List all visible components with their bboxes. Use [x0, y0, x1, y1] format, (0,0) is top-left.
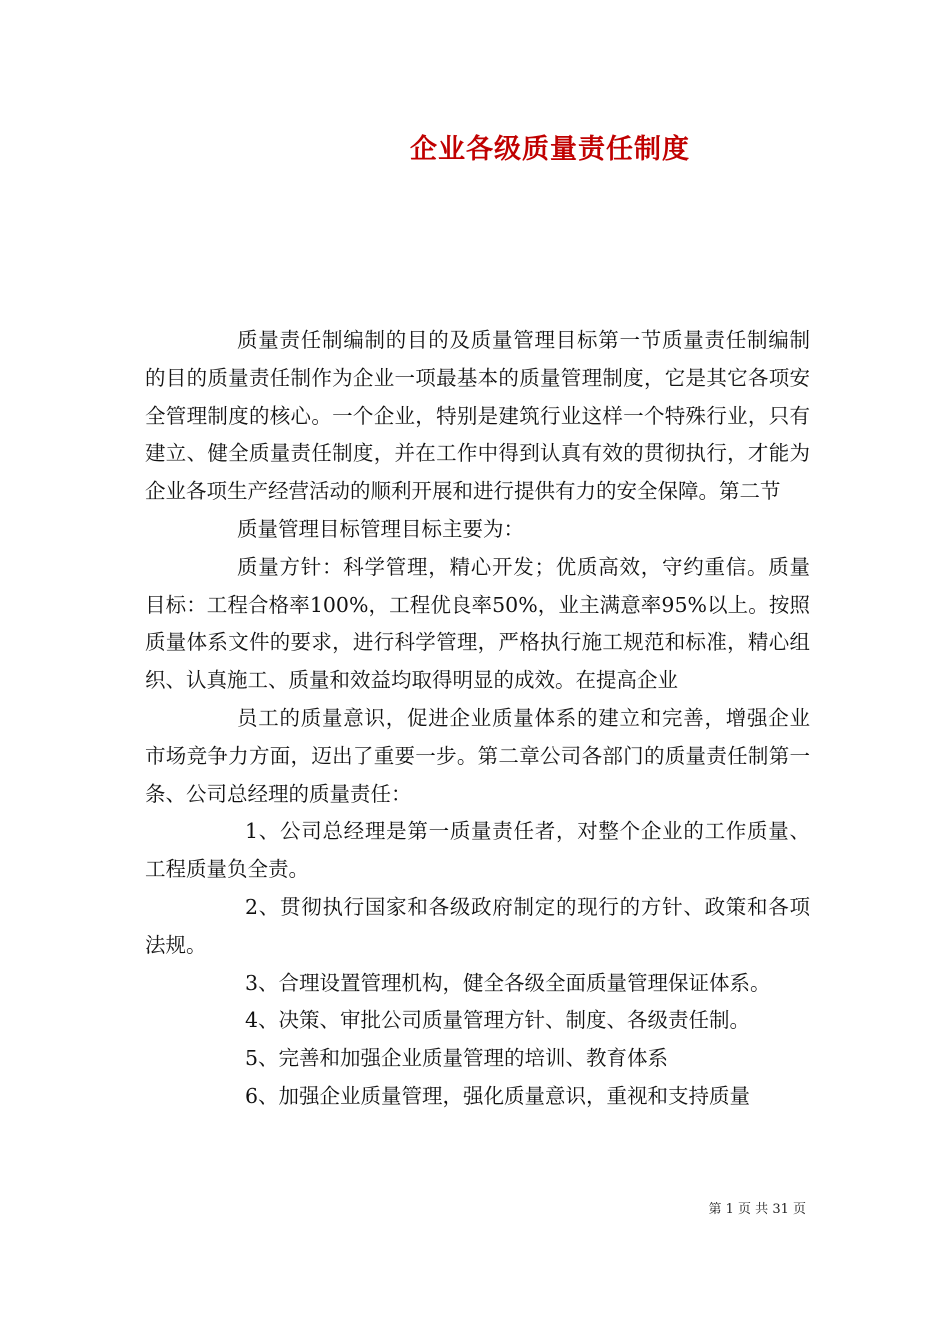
page-number: 第 1 页 共 31 页 [708, 1202, 806, 1217]
page-title: 企业各级质量责任制度 [410, 134, 690, 165]
document-body [145, 322, 810, 1116]
list-item-6: 6、加强企业质量管理，强化质量意识，重视和支持质量 [245, 1083, 751, 1108]
list-item-3: 3、合理设置管理机构，健全各级全面质量管理保证体系。 [245, 970, 771, 995]
paragraph-1: 质量责任制编制的目的及质量管理目标第一节质量责任制编制的目的质量责任制作为企业一项最基本的质量管理制度，它是其它各项安全管理制度的核心。一个企业，特别是建筑行业这样一个特殊行业，只有建立、健全质量责任制度，并在工作中得到认真有效的贯彻执行，才能为企业各项生产经营活动的顺利开展和进行提供有力的安全保障。第二节 [145, 328, 810, 504]
list-item-1: 1、公司总经理是第一质量责任者，对整个企业的工作质量、工程质量负全责。 [145, 819, 810, 882]
paragraph-3: 质量方针：科学管理，精心开发；优质高效，守约重信。质量目标：工程合格率100%，工程优良率50%，业主满意率95%以上。按照质量体系文件的要求，进行科学管理，严格执行施工规范和标准，精心组织、认真施工、质量和效益均取得明显的成效。在提高企业 [145, 554, 810, 693]
paragraph-4: 员工的质量意识，促进企业质量体系的建立和完善，增强企业市场竞争力方面，迈出了重要一步。第二章公司各部门的质量责任制第一条、公司总经理的质量责任： [145, 705, 810, 806]
list-item-5: 5、完善和加强企业质量管理的培训、教育体系 [245, 1046, 669, 1071]
list-item-2: 2、贯彻执行国家和各级政府制定的现行的方针、政策和各项法规。 [145, 894, 810, 957]
list-item-4: 4、决策、审批公司质量管理方针、制度、各级责任制。 [245, 1008, 751, 1033]
paragraph-2: 质量管理目标管理目标主要为： [237, 516, 524, 541]
